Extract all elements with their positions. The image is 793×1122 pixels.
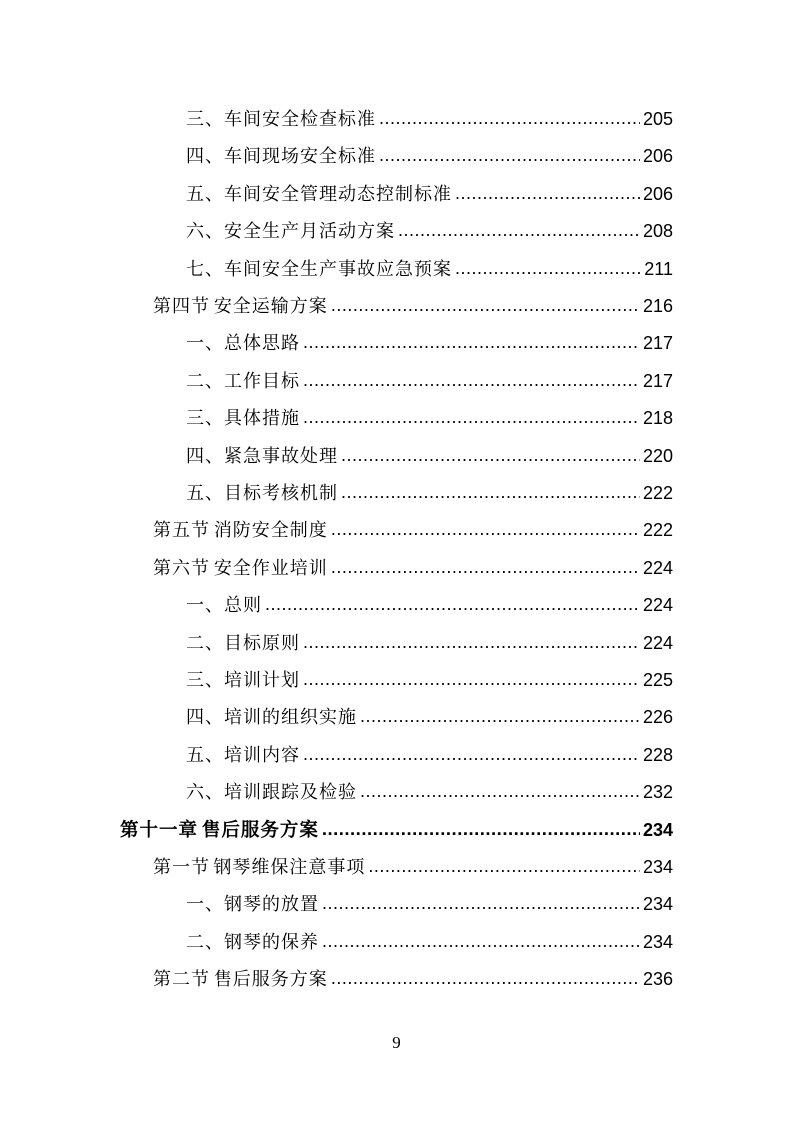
toc-dot-leader — [341, 479, 640, 505]
toc-entry-page: 220 — [642, 445, 673, 466]
toc-item-row[interactable] — [186, 592, 673, 618]
toc-item-row[interactable] — [186, 742, 673, 768]
toc-dot-leader — [303, 629, 640, 655]
toc-dot-leader — [455, 255, 641, 281]
toc-section-row[interactable] — [153, 555, 673, 581]
toc-item-row[interactable] — [186, 667, 673, 693]
toc-entry-number: 五、 — [186, 183, 224, 205]
toc-entry-page: 226 — [642, 707, 673, 728]
toc-dot-leader — [303, 666, 640, 692]
toc-entry-number: 第十一章 — [120, 819, 199, 841]
toc-entry-number: 七、 — [186, 258, 224, 280]
toc-entry-title: 总则 — [224, 595, 262, 617]
toc-entry-title: 具体措施 — [224, 408, 300, 430]
toc-entry-page: 228 — [642, 744, 673, 765]
toc-entry-title: 车间现场安全标准 — [224, 146, 376, 168]
toc-entry-number: 第四节 — [153, 296, 210, 317]
toc-entry-title: 售后服务方案 — [213, 969, 328, 991]
toc-dot-leader — [322, 816, 640, 842]
toc-entry-title: 安全生产月活动方案 — [224, 221, 395, 243]
toc-item-row[interactable] — [186, 779, 673, 805]
toc-entry-number: 第二节 — [153, 969, 210, 991]
toc-section-row[interactable] — [153, 854, 673, 880]
toc-entry-number: 一、 — [186, 595, 224, 617]
toc-item-row[interactable] — [186, 368, 673, 394]
toc-section-row[interactable] — [153, 517, 673, 543]
toc-dot-leader — [303, 741, 640, 767]
toc-dot-leader — [331, 516, 640, 542]
toc-item-row[interactable] — [186, 143, 673, 169]
toc-entry-page: 225 — [642, 670, 673, 690]
toc-section-row[interactable] — [153, 293, 673, 319]
toc-dot-leader — [360, 778, 640, 804]
toc-entry-number: 二、 — [186, 370, 224, 392]
toc-dot-leader — [360, 703, 640, 729]
toc-entry-number: 六、 — [186, 782, 224, 804]
toc-item-row[interactable] — [186, 181, 673, 207]
toc-entry-title: 工作目标 — [224, 370, 300, 392]
toc-entry-page: 211 — [644, 258, 673, 279]
toc-entry-title: 车间安全生产事故应急预案 — [224, 258, 452, 280]
toc-entry-title: 安全运输方案 — [213, 296, 328, 317]
toc-item-row[interactable] — [186, 106, 673, 132]
toc-dot-leader — [331, 292, 640, 318]
toc-entry-title: 培训的组织实施 — [224, 707, 357, 729]
toc-entry-number: 一、 — [186, 894, 224, 916]
toc-entry-page: 236 — [642, 969, 673, 990]
toc-dot-leader — [331, 965, 640, 991]
toc-entry-page: 232 — [642, 782, 673, 803]
toc-entry-page: 208 — [642, 221, 673, 242]
toc-item-row[interactable] — [186, 218, 673, 244]
toc-entry-number: 第五节 — [153, 520, 210, 542]
toc-entry-number: 二、 — [186, 632, 224, 654]
toc-section-row[interactable] — [153, 966, 673, 992]
toc-item-row[interactable] — [186, 256, 673, 282]
toc-entry-number: 六、 — [186, 221, 224, 243]
toc-entry-page: 206 — [642, 183, 673, 204]
toc-entry-page: 218 — [642, 408, 673, 429]
toc-item-row[interactable] — [186, 630, 673, 656]
toc-dot-leader — [398, 217, 640, 243]
toc-item-row[interactable] — [186, 704, 673, 730]
toc-entry-title: 培训计划 — [224, 670, 300, 691]
toc-entry-number: 五、 — [186, 483, 224, 504]
toc-dot-leader — [265, 591, 640, 617]
toc-item-row[interactable] — [186, 443, 673, 469]
toc-item-row[interactable] — [186, 330, 673, 356]
toc-dot-leader — [331, 554, 640, 580]
toc-entry-title: 车间安全管理动态控制标准 — [224, 183, 452, 205]
toc-entry-number: 二、 — [186, 931, 224, 953]
toc-item-row[interactable] — [186, 891, 673, 917]
toc-entry-number: 四、 — [186, 445, 224, 467]
toc-entry-page: 216 — [642, 296, 673, 316]
toc-entry-title: 钢琴的放置 — [224, 894, 319, 916]
toc-entry-title: 目标原则 — [224, 632, 300, 654]
toc-entry-number: 三、 — [186, 109, 224, 130]
toc-entry-title: 总体思路 — [224, 333, 300, 355]
toc-entry-page: 205 — [642, 109, 673, 129]
toc-dot-leader — [303, 329, 640, 355]
toc-entry-page: 234 — [642, 819, 673, 840]
toc-entry-page: 224 — [642, 595, 673, 616]
toc-chapter-row[interactable] — [120, 817, 673, 843]
toc-entry-title: 车间安全检查标准 — [224, 109, 376, 130]
toc-entry-page: 224 — [642, 632, 673, 653]
toc-entry-title: 培训跟踪及检验 — [224, 782, 357, 804]
toc-entry-page: 224 — [642, 557, 673, 578]
toc-entry-number: 第六节 — [153, 557, 210, 579]
toc-dot-leader — [455, 180, 640, 206]
toc-entry-page: 222 — [642, 483, 673, 503]
toc-entry-number: 第一节 — [153, 857, 210, 878]
toc-entry-number: 五、 — [186, 744, 224, 766]
toc-entry-title: 目标考核机制 — [224, 483, 338, 504]
toc-entry-title: 消防安全制度 — [213, 520, 328, 542]
toc-entry-title: 安全作业培训 — [213, 557, 328, 579]
toc-entry-title: 培训内容 — [224, 744, 300, 766]
toc-dot-leader — [341, 442, 640, 468]
toc-entry-page: 234 — [642, 931, 673, 952]
toc-entry-title: 售后服务方案 — [201, 819, 319, 841]
page-number: 9 — [392, 1033, 401, 1052]
toc-entry-number: 四、 — [186, 146, 224, 168]
toc-dot-leader — [322, 890, 640, 916]
toc-item-row[interactable] — [186, 480, 673, 506]
toc-dot-leader — [303, 404, 640, 430]
toc-item-row[interactable] — [186, 929, 673, 955]
toc-entry-page: 234 — [642, 894, 673, 915]
toc-entry-page: 217 — [642, 333, 673, 354]
toc-dot-leader — [368, 853, 640, 879]
toc-item-row[interactable] — [186, 405, 673, 431]
toc-entry-page: 222 — [642, 520, 673, 541]
toc-entry-number: 三、 — [186, 670, 224, 691]
toc-dot-leader — [379, 105, 640, 131]
toc-entry-page: 234 — [642, 857, 673, 877]
toc-dot-leader — [303, 367, 640, 393]
toc-entry-number: 四、 — [186, 707, 224, 729]
toc-entry-title: 钢琴的保养 — [224, 931, 319, 953]
toc-entry-title: 紧急事故处理 — [224, 445, 338, 467]
toc-dot-leader — [379, 142, 640, 168]
toc-entry-title: 钢琴维保注意事项 — [213, 857, 366, 878]
toc-entry-page: 206 — [642, 146, 673, 167]
toc-entry-number: 一、 — [186, 333, 224, 355]
toc-entry-number: 三、 — [186, 408, 224, 430]
toc-entry-page: 217 — [642, 370, 673, 391]
toc-dot-leader — [322, 928, 640, 954]
